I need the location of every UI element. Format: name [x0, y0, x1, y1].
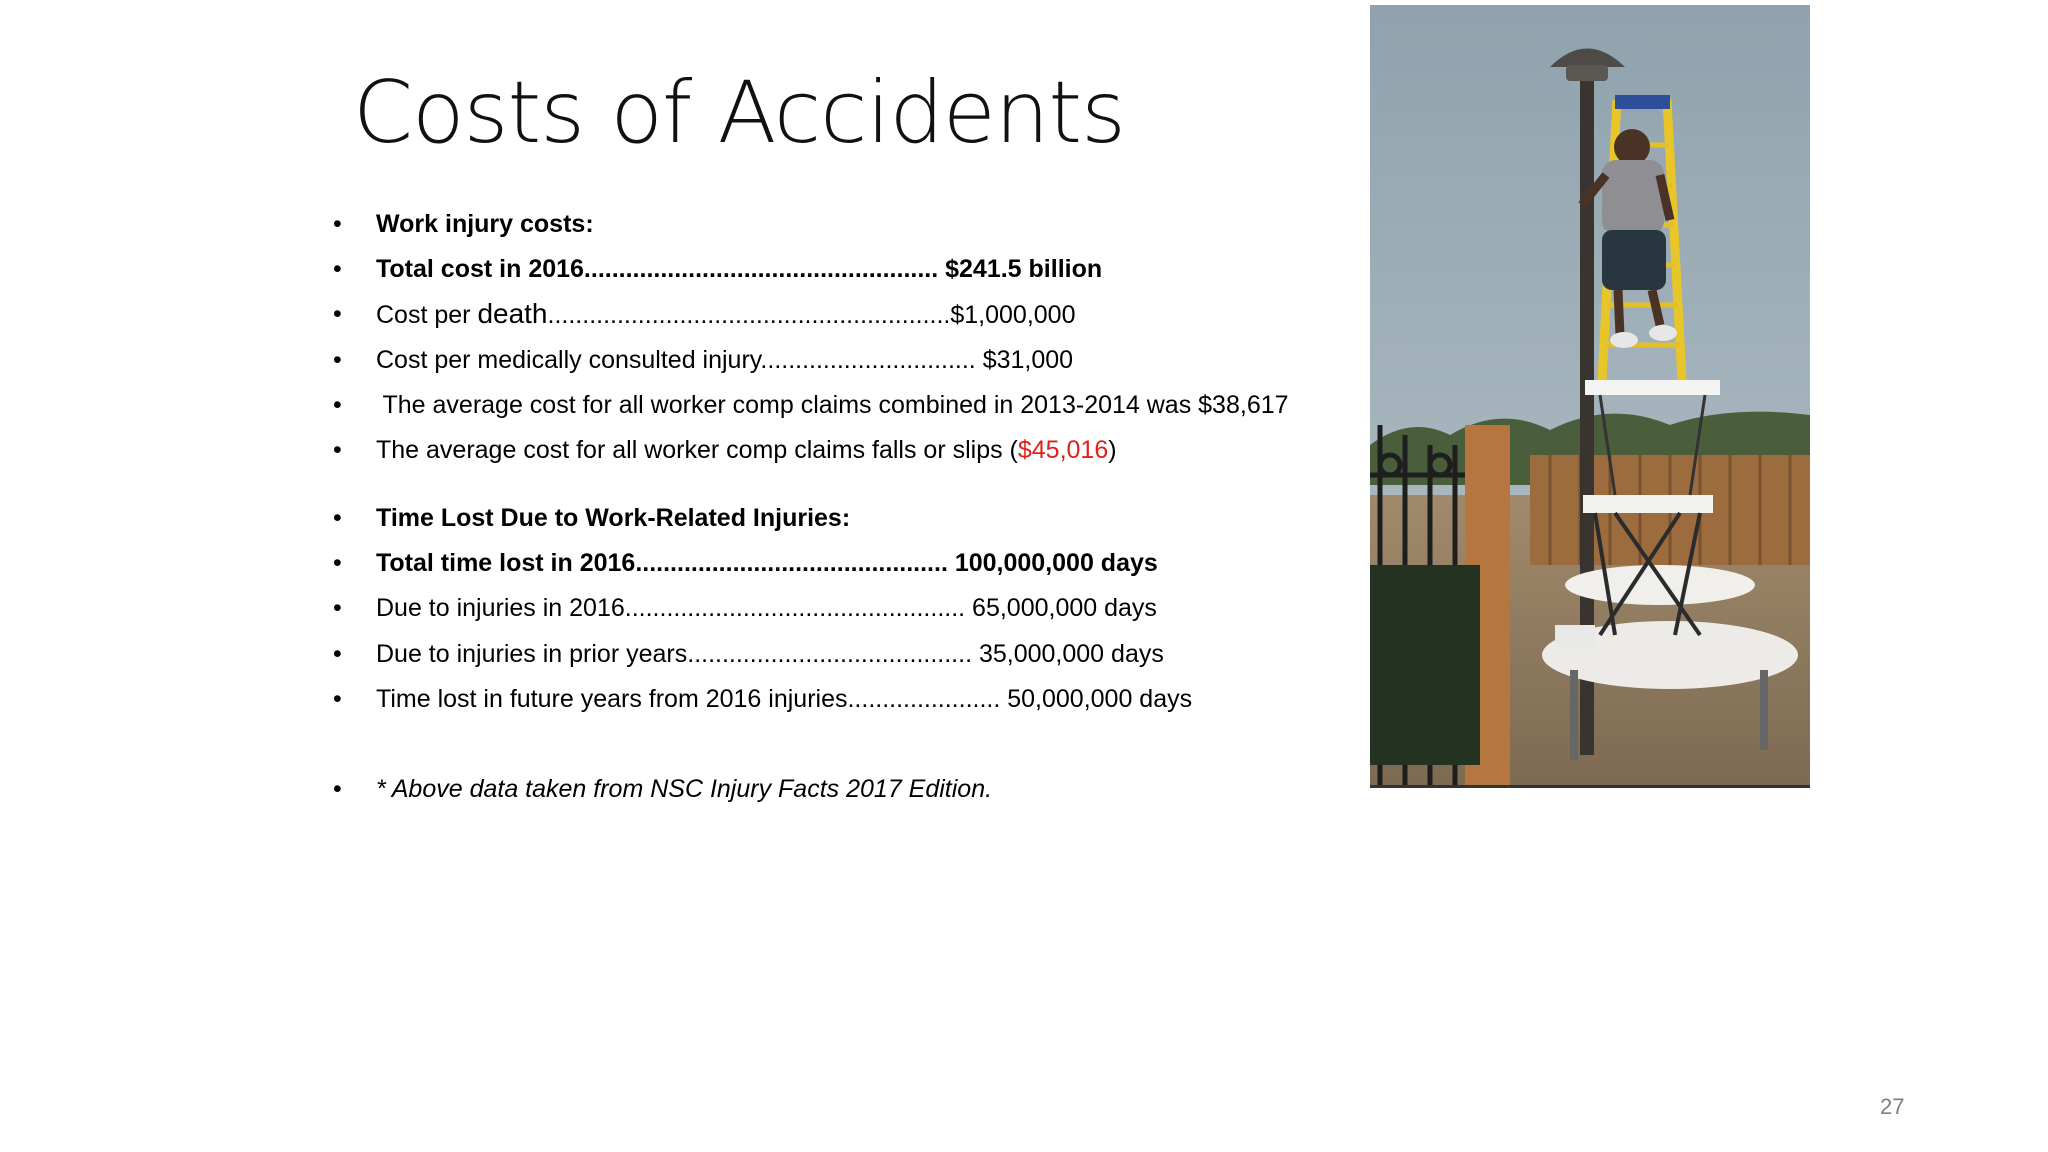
bullet-text-pre: The average cost for all worker comp claims falls or slips (: [376, 436, 1018, 464]
ladder-on-tables-photo: [1370, 5, 1810, 788]
bullet-dot: •: [333, 594, 342, 622]
bullet-dot: •: [333, 436, 342, 464]
bullet-dot: •: [333, 210, 342, 238]
bullet-text: Cost per medically consulted injury............................... $31,000: [376, 346, 1074, 374]
bullet-text-death: death: [477, 298, 548, 329]
bullet-text-post: ): [1108, 436, 1117, 464]
bullet-text: Total cost in 2016................................................... $241.5 billion: [376, 255, 1103, 283]
bullet-dot: •: [333, 391, 342, 419]
bullet-text-pre: Cost per: [376, 301, 478, 329]
bullet-dot: •: [333, 504, 342, 532]
slide-title: Costs of Accidents: [353, 63, 1125, 163]
bullet-text: Work injury costs:: [376, 210, 594, 238]
bullet-text: Time lost in future years from 2016 injuries...................... 50,000,000 days: [376, 685, 1193, 713]
bullet-dot: •: [333, 300, 342, 328]
bullet-dot: •: [333, 685, 342, 713]
bullet-text: The average cost for all worker comp claims combined in 2013-2014 was $38,617: [376, 391, 1289, 419]
round-table-upper: [1565, 565, 1755, 605]
folding-table: [1583, 495, 1713, 513]
page-number: 27: [1880, 1094, 1905, 1119]
top-table: [1585, 380, 1720, 395]
bullet-text: Total time lost in 2016............................................. 100,000,000 days: [376, 549, 1158, 577]
bullet-text-post: ..........................................................$1,000,000: [547, 301, 1076, 329]
bullet-dot: •: [333, 640, 342, 668]
bullet-text: Time Lost Due to Work-Related Injuries:: [376, 504, 851, 532]
bullet-text: * Above data taken from NSC Injury Facts 2017 Edition.: [376, 775, 993, 803]
bullet-dot: •: [333, 346, 342, 374]
bullet-dot: •: [333, 549, 342, 577]
photo-illustration: [1370, 5, 1810, 785]
bullet-dot: •: [333, 775, 342, 803]
bullet-text: [376, 433, 1117, 467]
bullet-text: [376, 297, 1076, 332]
bullet-dot: •: [333, 255, 342, 283]
highlight-value: $45,016: [1017, 436, 1109, 464]
green-bin: [1370, 565, 1480, 765]
bullet-text: Due to injuries in 2016................................................. 65,000,000 days: [376, 594, 1157, 622]
bullet-text: Due to injuries in prior years......................................... 35,000,000 days: [376, 640, 1164, 668]
small-box: [1555, 625, 1595, 647]
